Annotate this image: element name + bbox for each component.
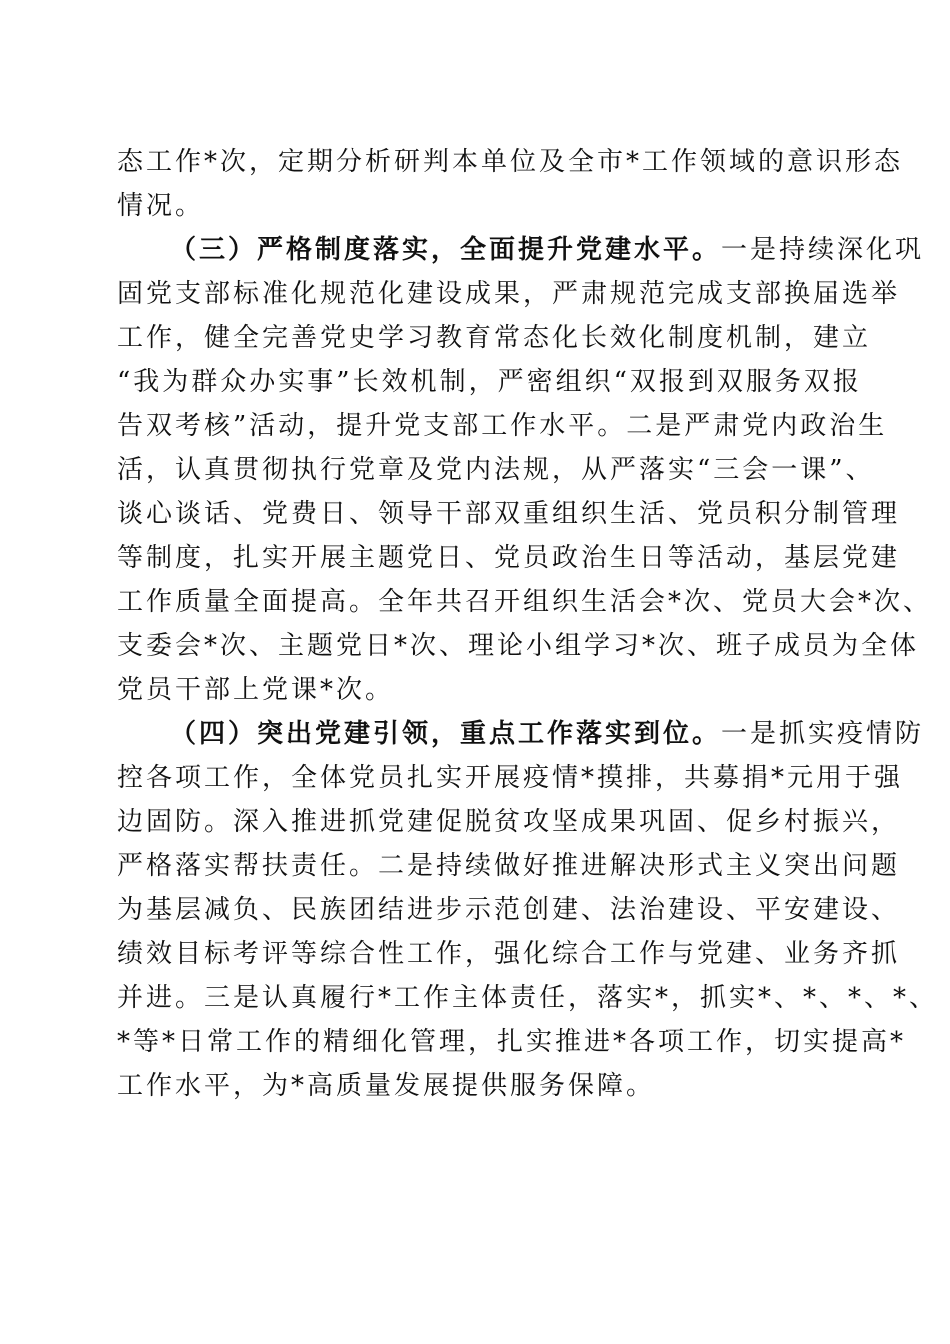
text-line: 党员干部上党课*次。	[117, 675, 395, 705]
text-line: 固党支部标准化规范化建设成果，严肃规范完成支部换届选举	[117, 279, 901, 309]
text-line: *等*日常工作的精细化管理，扎实推进*各项工作，切实提高*	[117, 1027, 907, 1057]
text-line: 并进。三是认真履行*工作主体责任，落实*，抓实*、*、*、*、	[117, 983, 939, 1013]
text-line: 支委会*次、主题党日*次、理论小组学习*次、班子成员为全体	[117, 631, 920, 661]
text-span: 一是持续深化巩	[721, 235, 925, 265]
text-span: 一是抓实疫情防	[721, 719, 925, 749]
text-line: 活，认真贯彻执行党章及党内法规，从严落实“三会一课”、	[117, 455, 875, 485]
text-line: 严格落实帮扶责任。二是持续做好推进解决形式主义突出问题	[117, 851, 901, 881]
text-line: 绩效目标考评等综合性工作，强化综合工作与党建、业务齐抓	[117, 939, 901, 969]
text-line: 谈心谈话、党费日、领导干部双重组织生活、党员积分制管理	[117, 499, 901, 529]
text-line: 工作水平，为*高质量发展提供服务保障。	[117, 1071, 656, 1101]
text-line: 工作，健全完善党史学习教育常态化长效化制度机制，建立	[117, 323, 872, 353]
text-line: 为基层减负、民族团结进步示范创建、法治建设、平安建设、	[117, 895, 901, 925]
text-line: 告双考核”活动，提升党支部工作水平。二是严肃党内政治生	[117, 411, 888, 441]
text-line: 等制度，扎实开展主题党日、党员政治生日等活动，基层党建	[117, 543, 901, 573]
text-line: 边固防。深入推进抓党建促脱贫攻坚成果巩固、促乡村振兴，	[117, 807, 901, 837]
text-line: 工作质量全面提高。全年共召开组织生活会*次、党员大会*次、	[117, 587, 933, 617]
text-line: 情况。	[117, 191, 205, 221]
section-3-heading: （三）严格制度落实，全面提升党建水平。	[170, 235, 722, 265]
section-3-first-line	[170, 228, 924, 272]
text-line: 态工作*次，定期分析研判本单位及全市*工作领域的意识形态	[117, 147, 904, 177]
section-4-heading: （四）突出党建引领，重点工作落实到位。	[170, 719, 722, 749]
section-4-first-line	[170, 712, 924, 756]
text-line: 控各项工作，全体党员扎实开展疫情*摸排，共募捐*元用于强	[117, 763, 904, 793]
text-line: “我为群众办实事”长效机制，严密组织“双报到双服务双报	[117, 367, 862, 397]
